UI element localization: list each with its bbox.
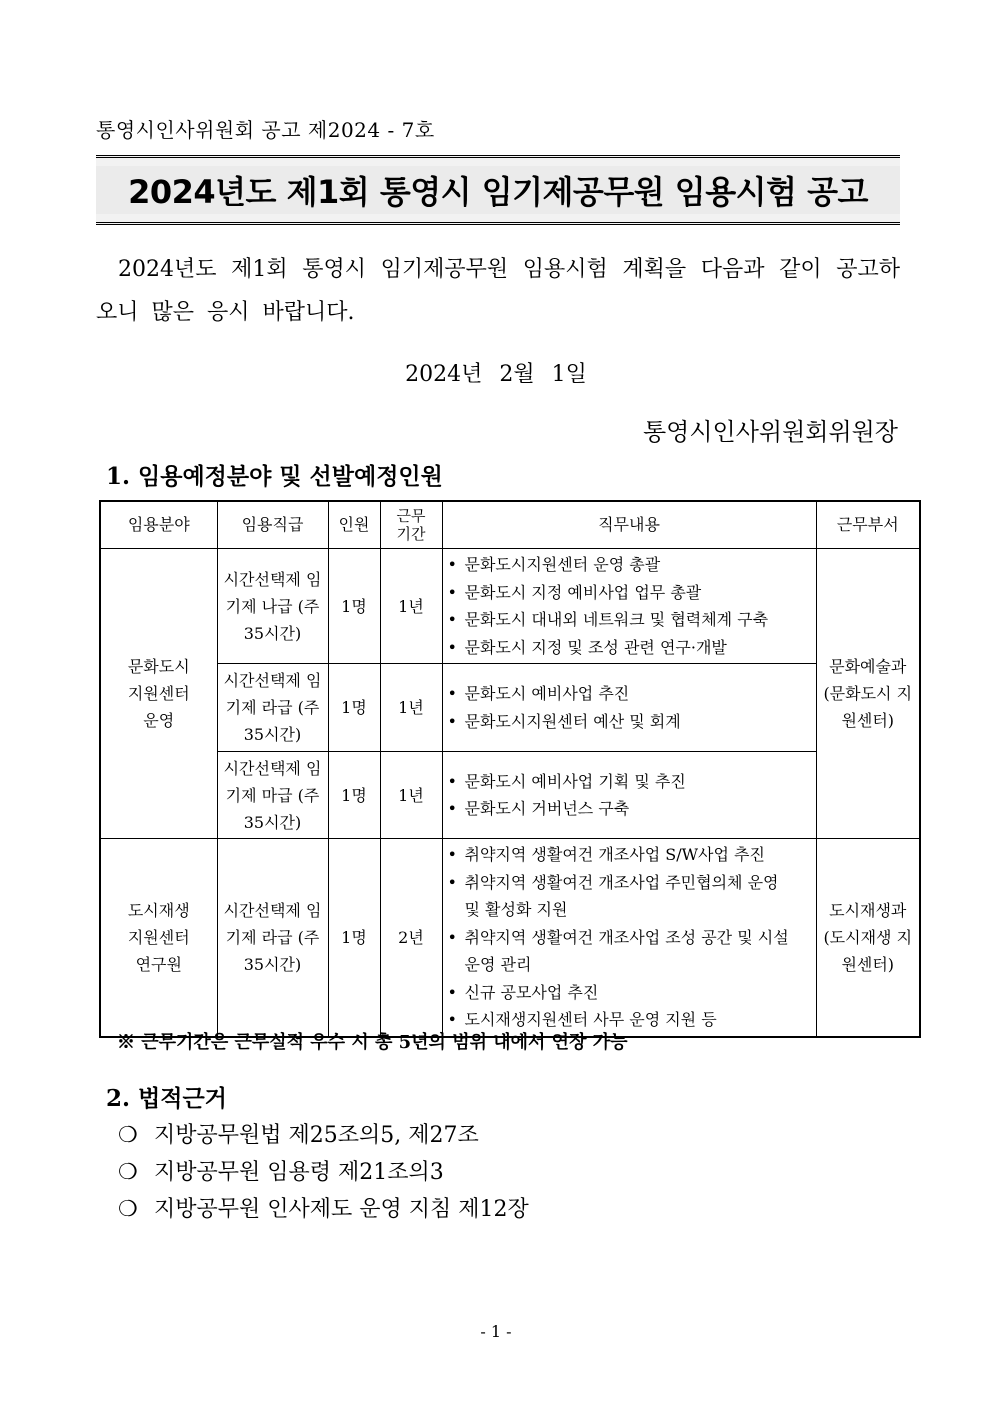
- count-cell: 1명: [328, 664, 380, 752]
- list-item: • 문화도시 지정 및 조성 관련 연구·개발: [447, 637, 727, 657]
- legal-basis-item: ❍ 지방공무원법 제25조의5, 제27조: [118, 1123, 479, 1148]
- list-item: • 취약지역 생활여건 개조사업 주민협의체 운영 및 활성화 지원: [447, 872, 779, 919]
- list-item: • 문화도시 거버넌스 구축: [447, 799, 630, 818]
- grade-cell: 시간선택제 임기제 라급 (주 35시간): [217, 839, 328, 1037]
- table-row: [100, 549, 920, 664]
- legal-basis-item: ❍ 지방공무원 임용령 제21조의3: [118, 1160, 444, 1185]
- table-row: [100, 839, 920, 1037]
- period-cell: 1년: [380, 664, 442, 752]
- circle-bullet-icon: ❍: [118, 1123, 138, 1148]
- col-header-department: 근무부서: [816, 501, 920, 549]
- grade-cell: 시간선택제 임기제 나급 (주 35시간): [217, 549, 328, 664]
- grade-cell: 시간선택제 임기제 마급 (주 35시간): [217, 752, 328, 839]
- period-cell: 2년: [380, 839, 442, 1037]
- department-cell: 도시재생과 (도시재생 지원센터): [816, 839, 920, 1037]
- table-row: [100, 664, 920, 752]
- col-header-count: 인원: [328, 501, 380, 549]
- title-box: [96, 155, 900, 225]
- col-header-duties: 직무내용: [442, 501, 816, 549]
- list-item: • 문화도시 지정 예비사업 업무 총괄: [447, 582, 702, 602]
- department-cell: 문화예술과 (문화도시 지원센터): [816, 549, 920, 839]
- notice-number: 통영시인사위원회 공고 제2024 - 7호: [96, 118, 435, 142]
- signer: 통영시인사위원회위원장: [642, 418, 898, 446]
- table-header-row: [100, 501, 920, 549]
- page-number: - 1 -: [480, 1322, 512, 1341]
- list-item: • 취약지역 생활여건 개조사업 조성 공간 및 시설 운영 관리: [447, 927, 789, 974]
- duties-cell: [442, 839, 816, 1037]
- list-item: • 문화도시 대내외 네트워크 및 협력체계 구축: [447, 610, 769, 629]
- period-cell: 1년: [380, 752, 442, 839]
- duties-cell: [442, 549, 816, 664]
- col-header-period: 근무 기간: [380, 501, 442, 549]
- circle-bullet-icon: ❍: [118, 1160, 138, 1185]
- recruitment-table: [99, 500, 921, 1038]
- intro-paragraph: 2024년도 제1회 통영시 임기제공무원 임용시험 계획을 다음과 같이 공고하오니 많은 응시 바랍니다.: [96, 257, 900, 325]
- section-1-title: 1. 임용예정분야 및 선발예정인원: [106, 463, 443, 490]
- circle-bullet-icon: ❍: [118, 1197, 138, 1222]
- section-2-title: 2. 법적근거: [106, 1085, 227, 1112]
- list-item: • 신규 공모사업 추진: [447, 982, 599, 1002]
- list-item: • 문화도시지원센터 운영 총괄: [447, 555, 661, 574]
- list-item: • 도시재생지원센터 사무 운영 지원 등: [447, 1010, 717, 1029]
- list-item: • 문화도시지원센터 예산 및 회계: [447, 711, 681, 731]
- page-title: 2024년도 제1회 통영시 임기제공무원 임용시험 공고: [128, 173, 868, 211]
- col-header-grade: 임용직급: [217, 501, 328, 549]
- duties-cell: [442, 752, 816, 839]
- count-cell: 1명: [328, 549, 380, 664]
- table-row: [100, 752, 920, 839]
- legal-basis-item: ❍ 지방공무원 인사제도 운영 지침 제12장: [118, 1197, 529, 1222]
- grade-cell: 시간선택제 임기제 라급 (주 35시간): [217, 664, 328, 752]
- list-item: • 취약지역 생활여건 개조사업 S/W사업 추진: [447, 845, 765, 864]
- period-cell: 1년: [380, 549, 442, 664]
- field-cell: 문화도시 지원센터 운영: [100, 549, 217, 839]
- notice-date: 2024년 2월 1일: [405, 362, 587, 387]
- list-item: • 문화도시 예비사업 추진: [447, 684, 630, 703]
- count-cell: 1명: [328, 752, 380, 839]
- col-header-field: 임용분야: [100, 501, 217, 549]
- duties-cell: [442, 664, 816, 752]
- table-note: ※ 근무기간은 근무실적 우수 시 총 5년의 범위 내에서 연장 가능: [117, 1032, 628, 1053]
- field-cell: 도시재생 지원센터 연구원: [100, 839, 217, 1037]
- list-item: • 문화도시 예비사업 기획 및 추진: [447, 771, 686, 791]
- count-cell: 1명: [328, 839, 380, 1037]
